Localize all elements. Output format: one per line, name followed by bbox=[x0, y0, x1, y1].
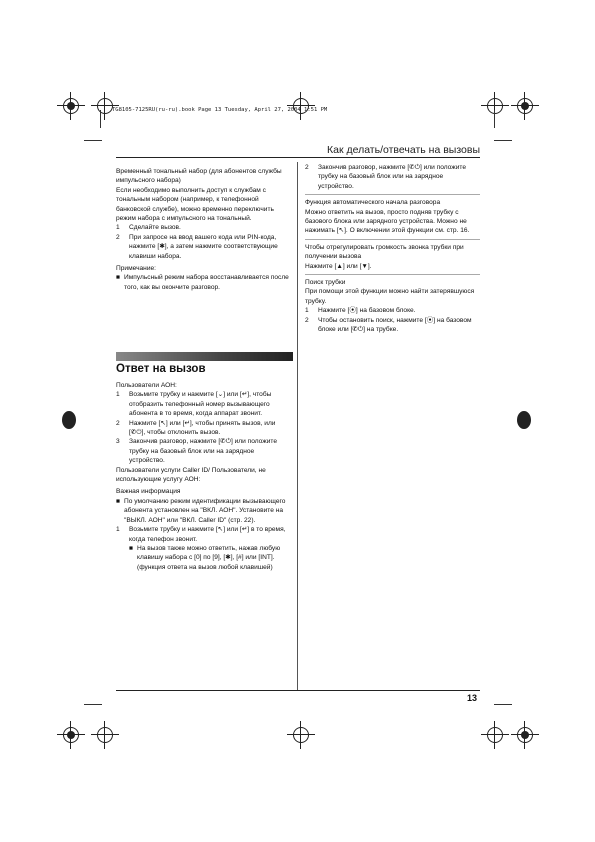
registration-blob-right bbox=[517, 411, 531, 429]
list-item: 1 Возьмите трубку и нажмите [⌄] или [↵], чтобы отобразить телефонный номер вызывающего абонента в то время, когда аппарат звонит. bbox=[116, 391, 272, 418]
registration-mark-top-left-2 bbox=[94, 95, 116, 117]
note-item: ■ Импульсный режим набора восстанавливается после того, как вы окончите разговор. bbox=[116, 274, 289, 291]
print-slug: TG8105-7125RU(ru-ru).book Page 13 Tuesday, April 27, 2004 1:51 PM bbox=[112, 107, 328, 113]
section-header-bar bbox=[116, 352, 293, 361]
registration-mark-bottom-center bbox=[290, 724, 312, 746]
registration-mark-top-right-2 bbox=[514, 95, 536, 117]
divider bbox=[305, 274, 480, 275]
crop-line bbox=[494, 140, 512, 141]
ringer-volume-press: Нажмите [▲] или [▼]. bbox=[305, 262, 372, 270]
list-item: 1 Нажмите [⦿] на базовом блоке. bbox=[305, 307, 416, 315]
note-label: Примечание: bbox=[116, 265, 156, 273]
tone-dial-heading: Временный тональный набор (для абонентов службы импульсного набора) bbox=[116, 168, 282, 185]
left-column-lower bbox=[116, 381, 291, 572]
section-header bbox=[116, 352, 293, 376]
list-item: 1 Сделайте вызов. bbox=[116, 224, 181, 232]
crop-line bbox=[84, 704, 102, 705]
ringer-volume-title: Чтобы отрегулировать громкость звонка трубки при получении вызова bbox=[305, 243, 464, 261]
divider bbox=[305, 239, 480, 240]
list-item: 1 Возьмите трубку и нажмите [↖] или [↵] в то время, когда телефон звонит. bbox=[116, 526, 286, 543]
list-item: 2 Чтобы остановить поиск, нажмите [⦿] на базовом блоке или [✆⏻] на трубке. bbox=[305, 316, 472, 334]
list-item: 2 При запросе на ввод вашего кода или PIN-кода, нажмите [✱], а затем нажмите соответствующие клавиши набора. bbox=[116, 233, 278, 260]
crop-line bbox=[494, 704, 512, 705]
registration-mark-top-right bbox=[484, 95, 506, 117]
crop-line bbox=[84, 140, 102, 141]
important-item: ■ По умолчанию режим идентификации вызывающего абонента установлен на "ВКЛ. АОН". Установите на "ВЫКЛ. АОН" или "ВКЛ. Caller ID" (стр. 22). bbox=[116, 497, 286, 524]
registration-mark-top-center bbox=[290, 95, 312, 117]
sub-item: ■ На вызов также можно ответить, нажав любую клавишу набора с [0] по [9], [✱], [#] или [INT]. (функция ответа на вызов любой клавишей) bbox=[129, 544, 281, 571]
important-label: Важная информация bbox=[116, 488, 181, 496]
tone-dial-text: Если необходимо выполнить доступ к службам с тональным набором (например, к телефонной банковской службе), можно временно переключить режим набора с импульсного на тональный. bbox=[116, 186, 274, 223]
column-divider bbox=[297, 162, 298, 690]
right-column bbox=[305, 163, 480, 335]
aon-label: Пользователи АОН: bbox=[116, 382, 177, 389]
left-column-upper bbox=[116, 167, 291, 292]
registration-mark-bottom-right-2 bbox=[514, 724, 536, 746]
divider bbox=[305, 194, 480, 195]
registration-blob-left bbox=[62, 411, 76, 429]
list-item: 2 Закончив разговор, нажмите [✆⏻] или положите трубку на базовый блок или на зарядное устройство. bbox=[305, 164, 466, 190]
section-title: Ответ на вызов bbox=[116, 363, 206, 375]
registration-mark-bottom-left-2 bbox=[94, 724, 116, 746]
page-number: 13 bbox=[467, 693, 478, 703]
running-head: Как делать/отвечать на вызовы bbox=[326, 144, 480, 156]
registration-mark-bottom-left bbox=[60, 724, 82, 746]
list-item: 2 Нажмите [↖] или [↵], чтобы принять вызов, или [✆⏻], чтобы отклонить вызов. bbox=[116, 419, 276, 437]
header-rule bbox=[116, 157, 480, 158]
handset-locator-text: При помощи этой функции можно найти затерявшуюся трубку. bbox=[305, 288, 475, 305]
handset-locator-title: Поиск трубки bbox=[305, 279, 346, 287]
footer-rule bbox=[116, 690, 480, 691]
crop-line bbox=[100, 110, 101, 128]
crop-line bbox=[494, 110, 495, 128]
registration-mark-bottom-right bbox=[484, 724, 506, 746]
caller-id-label: Пользователи услуги Caller ID/ Пользователи, не использующие услугу АОН: bbox=[116, 466, 266, 484]
registration-mark-top-left bbox=[60, 95, 82, 117]
auto-talk-text: Можно ответить на вызов, просто подняв трубку с базового блока или зарядного устройства. Можно не нажимать [↖]. О включении этой функции см. стр. 16. bbox=[305, 208, 470, 235]
list-item: 3 Закончив разговор, нажмите [✆⏻] или положите трубку на базовый блок или на зарядное устройство. bbox=[116, 438, 277, 465]
auto-talk-title: Функция автоматического начала разговора bbox=[305, 199, 441, 207]
